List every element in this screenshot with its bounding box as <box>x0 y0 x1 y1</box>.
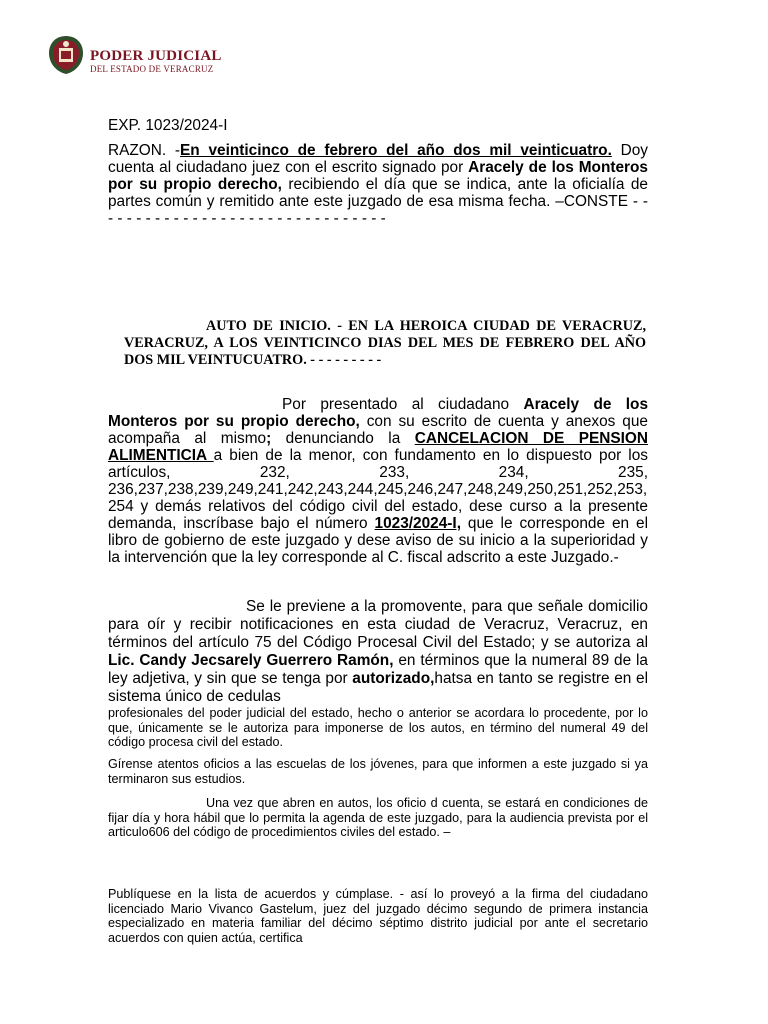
auto-text: AUTO DE INICIO. - EN LA HEROICA CIUDAD DE VERACRUZ, VERACRUZ, A LOS VEINTICINCO DIAS DEL MES DE FEBRERO DEL AÑO DOS MIL VEINTUCUATRO. - - - - - - - - - <box>124 318 646 368</box>
razon-text-2: recibiendo el día que se indica, ante la oficialía de partes común y remitido ante este juzgado de esa misma fecha. –CONSTE - - - - - - - - - - - - - - - - - - - - - - - - - - - - - - - - <box>108 176 648 227</box>
auto-de-inicio <box>124 318 646 369</box>
paragraph-publiquese: Publíquese en la lista de acuerdos y cúmplase. - así lo proveyó a la firma del ciudadano licenciado Mario Vivanco Gastelum, juez del juzgado décimo segundo de primera instancia especializado en materia familiar del décimo séptimo distrito judicial por ante el secretario acuerdos con quien actúa, certifica <box>108 887 648 946</box>
paragraph-previene: Se le previene a la promovente, para que señale domicilio para oír y recibir notificaciones en esta ciudad de Veracruz, Veracruz, en términos del artículo 75 del Código Procesal Civil del Estado; y se autoriza al Lic. Candy Jecsarely Guerrero Ramón, en términos que la numeral 89 de la ley adjetiva, y sin que se tenga por autorizado,hatsa en tanto se registre en el sistema único de cedulas profesionales del poder judicial del estado, hecho o anterior se acordara lo procedente, por lo que, únicamente se le autoriza para imponerse de los autos, en término del numeral 49 del código procesa civil del estado. <box>108 598 648 750</box>
razon-text-1: Doy cuenta al ciudadano juez con el escrito signado por <box>108 142 648 176</box>
paragraph-presentado: Por presentado al ciudadano Aracely de los Monteros por su propio derecho, con su escrito de cuenta y anexos que acompaña al mismo; denunciando la CANCELACION DE PENSION ALIMENTICIA a bien de la menor, con fundamento en lo dispuesto por los artículos, 232, 233, 234, 235, 236,237,238,239,249,241,242,243,244,245,246,247,248,249,250,251,252,253, 254 y demás relativos del código civil del estado, dese curso a la presente demanda, inscríbase bajo el número 1023/2024-I, que le corresponde en el libro de gobierno de este juzgado y dese aviso de su inicio a la superioridad y la intervención que la ley corresponde al C. fiscal adscrito a este Juzgado.- <box>108 396 649 566</box>
razon-date: En veinticinco de febrero del año dos mil veinticuatro. <box>180 142 612 159</box>
razon-label: RAZON. - <box>108 142 181 159</box>
case-number: 1023/2024-I, <box>374 515 461 532</box>
razon-name: Aracely de los Monteros por su propio derecho, <box>108 159 648 193</box>
expediente-number: EXP. 1023/2024-I <box>108 117 228 134</box>
court-seal-icon <box>46 34 86 76</box>
promovente-name: Aracely de los Monteros por su propio derecho, <box>108 396 649 430</box>
court-logo <box>46 34 226 78</box>
razon-paragraph <box>108 142 648 227</box>
paragraph-oficios: Gírense atentos oficios a las escuelas de los jóvenes, para que informen a este juzgado si ya terminaron sus estudios. <box>108 757 648 786</box>
cancelacion-label: CANCELACION DE PENSION ALIMENTICIA <box>108 430 648 464</box>
paragraph-audiencia: Una vez que abren en autos, los oficio d cuenta, se estará en condiciones de fijar día y hora hábil que lo permita la agenda de este juzgado, para la audiencia prevista por el articulo606 del código de procedimientos civiles del estado. – <box>108 796 648 840</box>
lic-name: Lic. Candy Jecsarely Guerrero Ramón, <box>108 652 394 669</box>
org-subtitle: DEL ESTADO DE VERACRUZ <box>90 64 214 74</box>
org-name: PODER JUDICIAL <box>90 48 222 64</box>
